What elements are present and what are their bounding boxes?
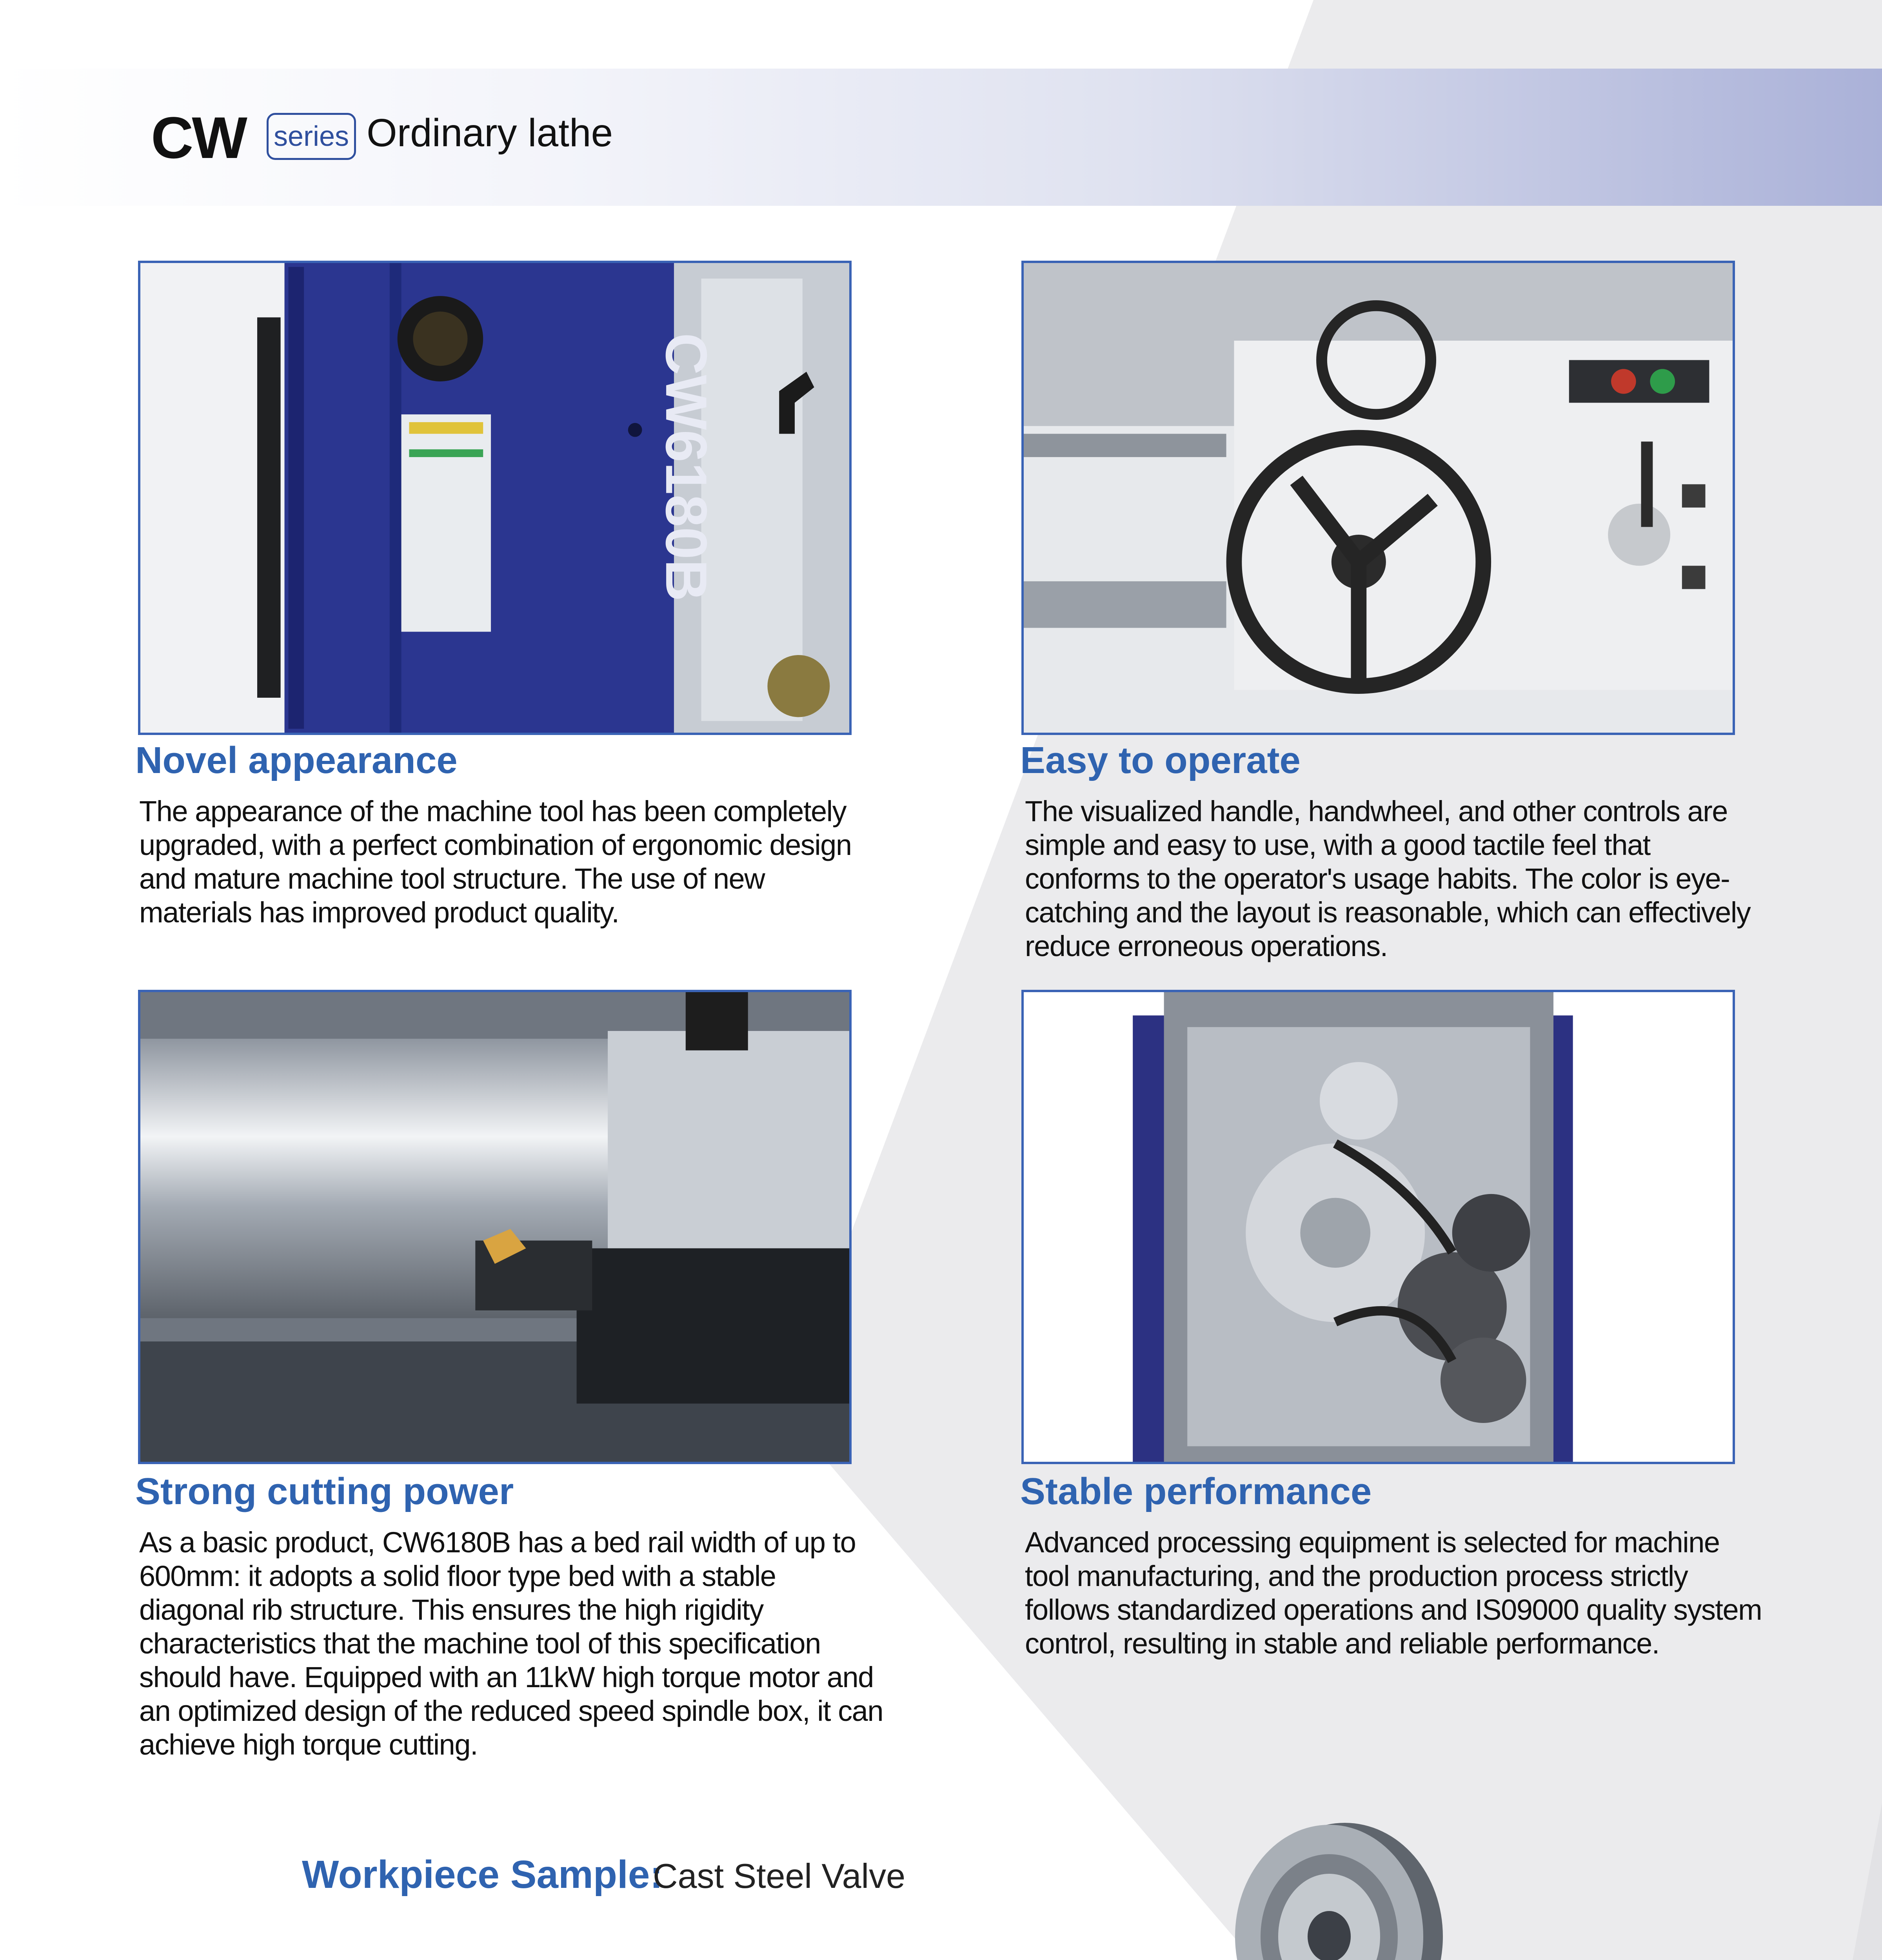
feature-title-strong-cutting-power: Strong cutting power <box>135 1470 514 1512</box>
feature-body-novel-appearance: The appearance of the machine tool has been completely upgraded, with a perfect combination of ergonomic design and mature machine tool structure. The use of new materials has improved product quality. <box>139 795 852 929</box>
feature-title-novel-appearance: Novel appearance <box>135 739 458 781</box>
model-lettering: CW6180B <box>654 333 719 602</box>
feature-body-easy-to-operate: The visualized handle, handwheel, and other controls are simple and easy to use, with a good tactile feel that conforms to the operator's usage habits. The color is eye-catching and the layout is reasonable, which can effectively reduce erroneous operations. <box>1025 795 1751 962</box>
feature-body-stable-performance: Advanced processing equipment is selected for machine tool manufacturing, and the production process strictly follows standardized operations and IS09000 quality system control, resulting in stable and reliable performance. <box>1025 1526 1762 1660</box>
workpiece-sample-label: Workpiece Sample: <box>302 1853 663 1896</box>
workpiece-sample-value: Cast Steel Valve <box>653 1857 906 1895</box>
brand-logo: CW <box>151 105 246 171</box>
feature-title-stable-performance: Stable performance <box>1020 1470 1372 1512</box>
feature-image-easy-to-operate <box>1021 261 1735 735</box>
page-title: Ordinary lathe <box>367 111 613 155</box>
series-tag: series <box>267 113 356 160</box>
feature-image-stable-performance <box>1021 990 1735 1464</box>
feature-image-novel-appearance <box>138 261 852 735</box>
feature-image-strong-cutting-power <box>138 990 852 1464</box>
feature-body-strong-cutting-power: As a basic product, CW6180B has a bed rail width of up to 600mm: it adopts a solid floor type bed with a stable diagonal rib structure. This ensures the high rigidity characteristics that the machine tool of this specification should have. Equipped with an 11kW high torque motor and an optimized design of the reduced speed spindle box, it can achieve high torque cutting. <box>139 1526 883 1761</box>
pulley-image <box>1215 1811 1451 1960</box>
feature-title-easy-to-operate: Easy to operate <box>1020 739 1301 781</box>
